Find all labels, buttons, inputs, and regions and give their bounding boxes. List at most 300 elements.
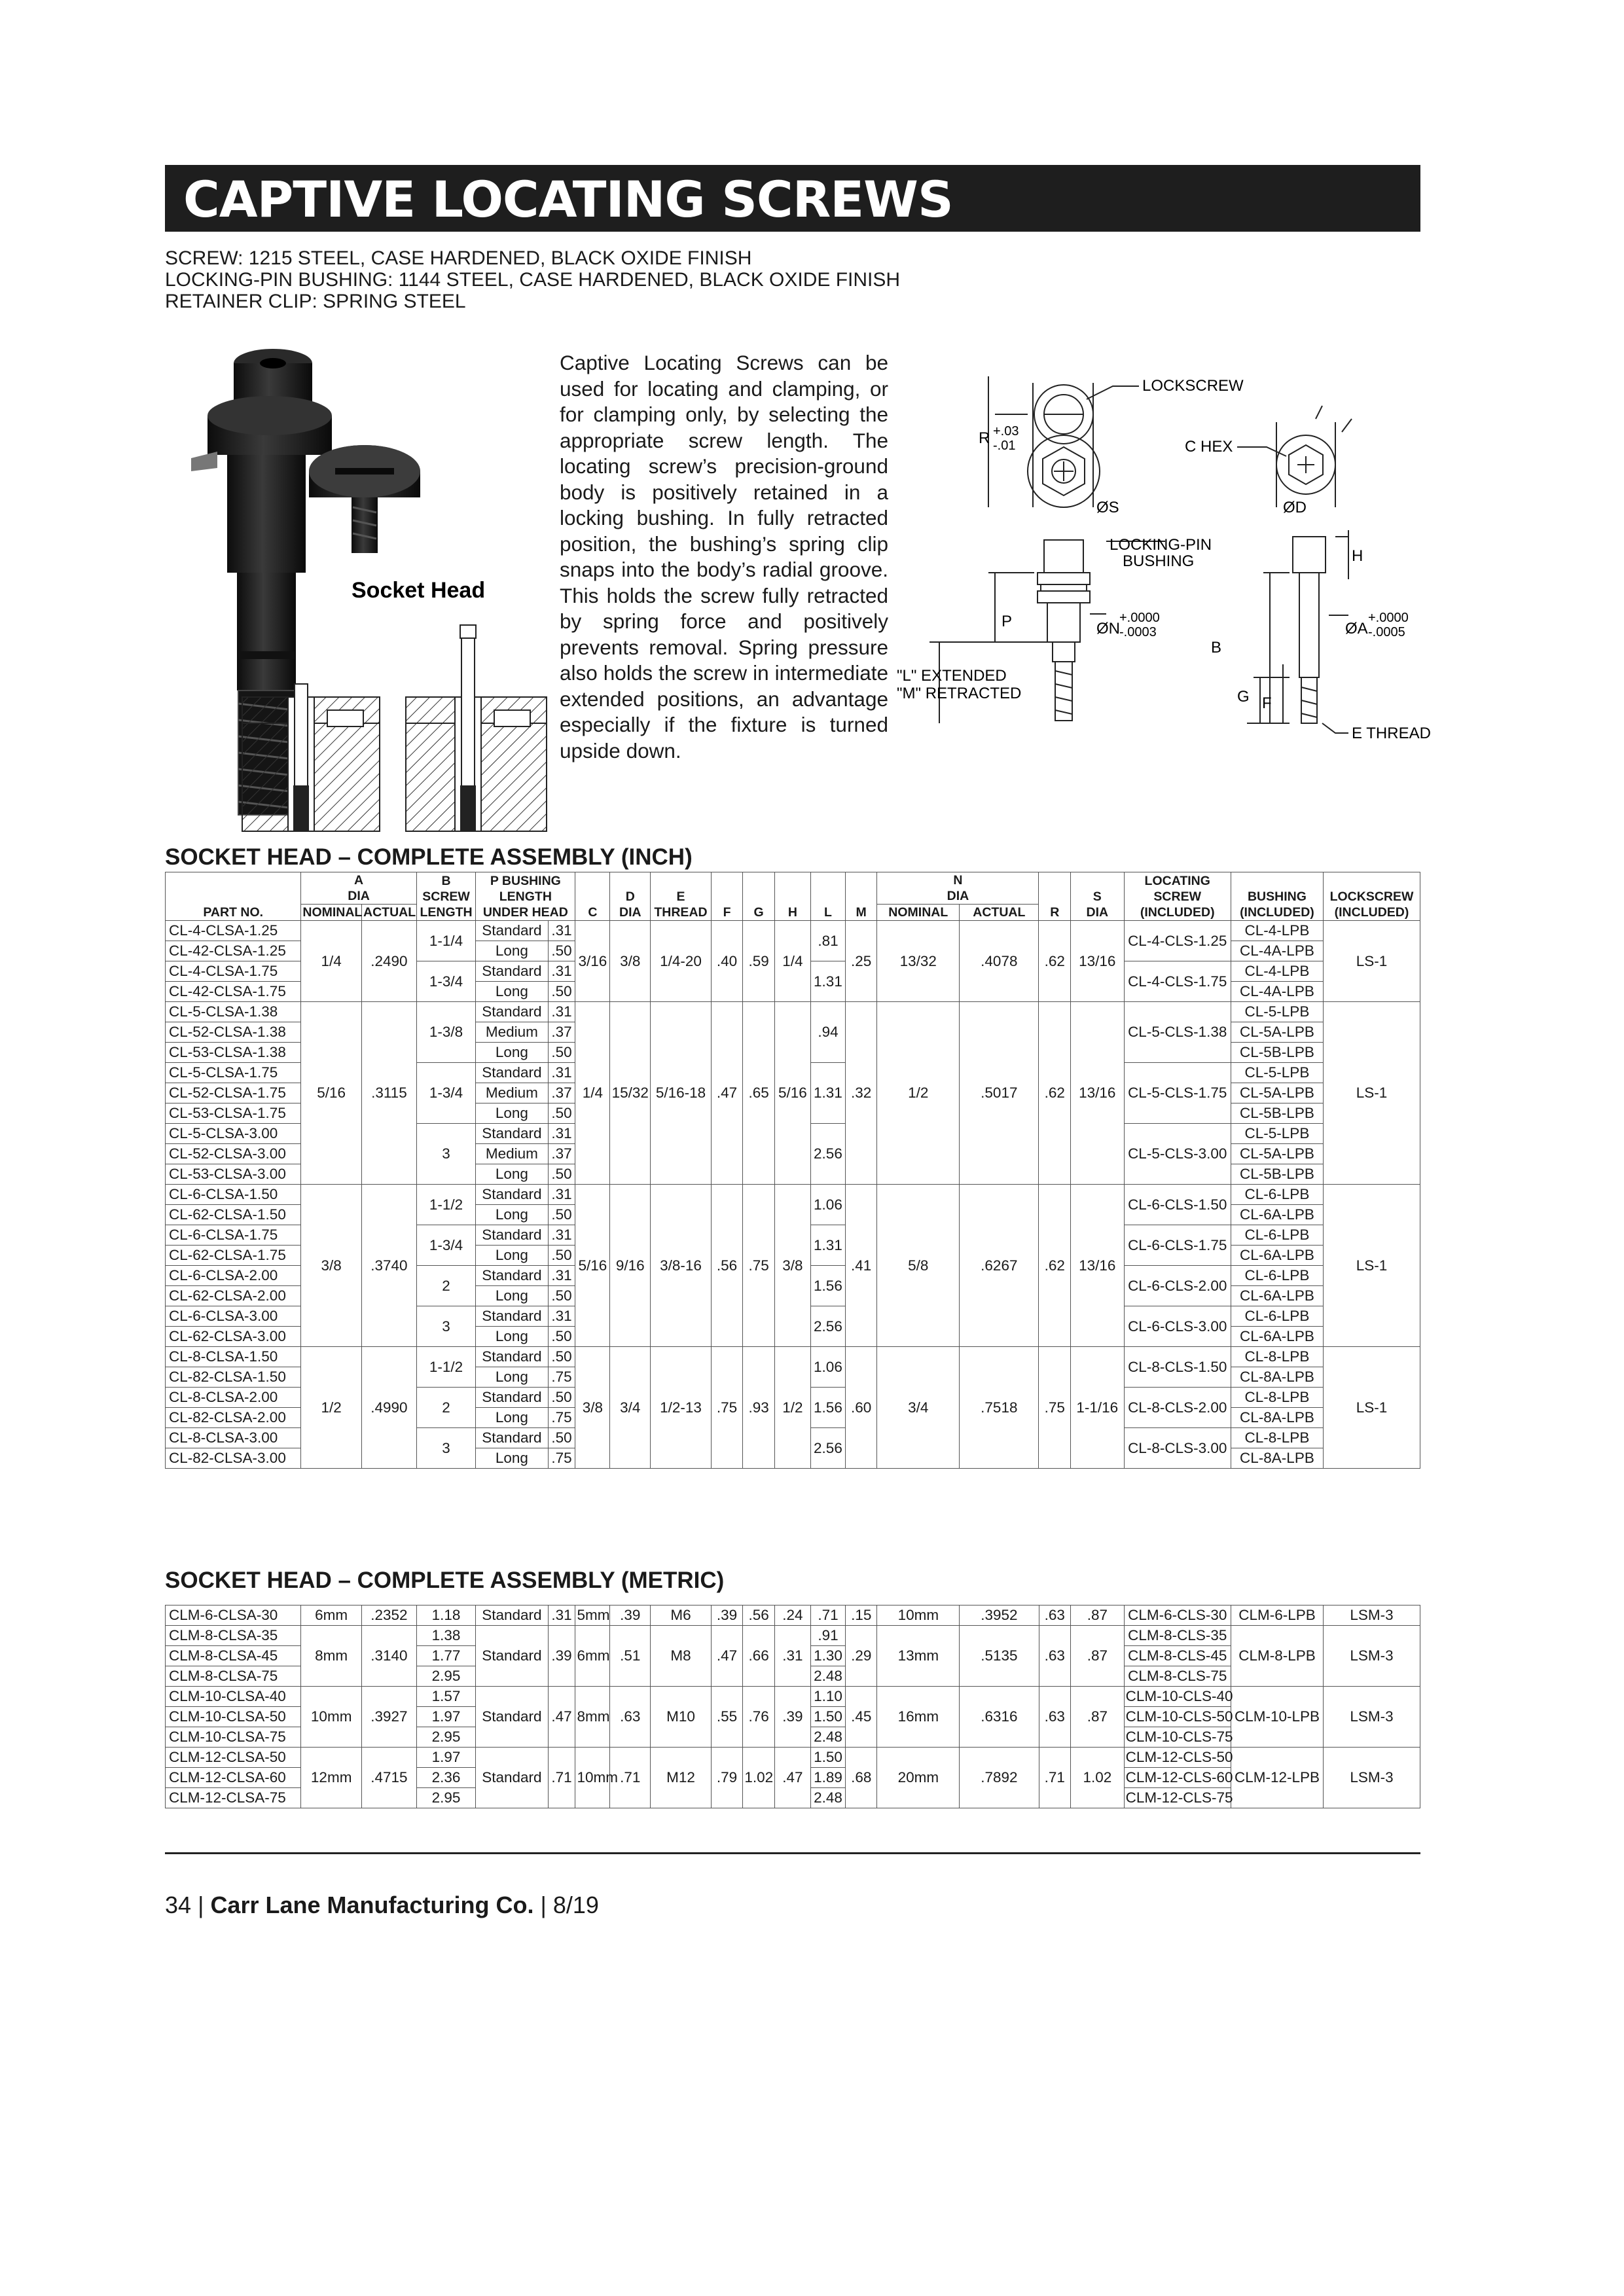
b-length-cell: 3 <box>416 1124 475 1185</box>
diagram-m-retracted: "M" RETRACTED <box>897 685 1022 702</box>
dimension-diagram <box>890 357 1431 749</box>
diagram-s: ØS <box>1096 499 1119 516</box>
b-length-cell: 3 <box>416 1428 475 1469</box>
a-actual-cell: .3927 <box>362 1687 417 1748</box>
lockscrew-cell: LSM-3 <box>1324 1605 1420 1626</box>
e-thread-cell: 1/4-20 <box>651 921 712 1002</box>
l-cell: .71 <box>811 1605 846 1626</box>
p-type-cell: Standard <box>476 961 548 982</box>
g-cell: .66 <box>743 1626 775 1687</box>
p-value-cell: .50 <box>548 982 575 1002</box>
p-value-cell: .50 <box>548 1205 575 1225</box>
l-cell: 1.50 <box>811 1707 846 1727</box>
part-number-cell: CLM-6-CLSA-30 <box>166 1605 301 1626</box>
part-number-cell: CL-53-CLSA-3.00 <box>166 1164 301 1185</box>
part-number-cell: CL-62-CLSA-1.75 <box>166 1246 301 1266</box>
title-bar <box>165 165 1420 232</box>
p-type-cell: Standard <box>476 1225 548 1246</box>
a-actual-cell: .3140 <box>362 1626 417 1687</box>
c-cell: 3/16 <box>575 921 610 1002</box>
h-cell: 5/16 <box>774 1002 810 1185</box>
b-length-cell: 1.97 <box>416 1707 475 1727</box>
c-cell: 8mm <box>575 1687 610 1748</box>
n-actual-cell: .4078 <box>960 921 1039 1002</box>
inch-header-row-1 <box>166 872 1420 905</box>
bushing-cell: CL-6-LPB <box>1231 1225 1323 1246</box>
diagram-n: ØN <box>1096 620 1120 637</box>
p-value-cell: .47 <box>548 1687 575 1748</box>
locating-screw-cell: CLM-12-CLS-75 <box>1124 1788 1231 1808</box>
part-number-cell: CLM-12-CLSA-60 <box>166 1768 301 1788</box>
hdr-c: C <box>575 872 610 921</box>
c-cell: 5mm <box>575 1605 610 1626</box>
p-value-cell: .31 <box>548 1225 575 1246</box>
hdr-b: B SCREW LENGTH <box>416 872 475 921</box>
p-type-cell: Standard <box>476 1306 548 1327</box>
part-number-cell: CL-8-CLSA-3.00 <box>166 1428 301 1448</box>
photo-label: Socket Head <box>352 578 486 603</box>
r-cell: .62 <box>1039 921 1071 1002</box>
p-type-cell: Standard <box>476 1388 548 1408</box>
l-cell: 1.31 <box>810 1225 845 1266</box>
footer-separator-2: | <box>540 1892 547 1918</box>
lockscrew-cell: LSM-3 <box>1324 1626 1420 1687</box>
n-nominal-cell: 13/32 <box>877 921 960 1002</box>
hdr-lockscrew: LOCKSCREW (INCLUDED) <box>1324 872 1420 921</box>
hdr-m: M <box>845 872 877 921</box>
locating-screw-cell: CLM-10-CLS-40 <box>1124 1687 1231 1707</box>
n-actual-cell: .6267 <box>960 1185 1039 1347</box>
b-length-cell: 1.97 <box>416 1748 475 1768</box>
f-cell: .47 <box>711 1002 743 1185</box>
page-title: CAPTIVE LOCATING SCREWS <box>183 170 953 228</box>
a-nominal-cell: 5/16 <box>301 1002 362 1185</box>
d-cell: .51 <box>610 1626 651 1687</box>
part-number-cell: CLM-8-CLSA-75 <box>166 1666 301 1687</box>
b-length-cell: 1-1/2 <box>416 1185 475 1225</box>
d-cell: 15/32 <box>610 1002 651 1185</box>
lockscrew-cell: LS-1 <box>1324 1347 1420 1469</box>
part-number-cell: CL-53-CLSA-1.75 <box>166 1103 301 1124</box>
n-nominal-cell: 13mm <box>877 1626 960 1687</box>
p-value-cell: .50 <box>548 1347 575 1367</box>
h-cell: 1/4 <box>774 921 810 1002</box>
bushing-cell: CL-5-LPB <box>1231 1063 1323 1083</box>
part-number-cell: CL-82-CLSA-3.00 <box>166 1448 301 1469</box>
p-value-cell: .31 <box>548 961 575 982</box>
hdr-a-actual: ACTUAL <box>362 905 417 921</box>
diagram-lockscrew: LOCKSCREW <box>1142 377 1244 395</box>
part-number-cell: CL-6-CLSA-1.50 <box>166 1185 301 1205</box>
material-screw: SCREW: 1215 STEEL, CASE HARDENED, BLACK OXIDE FINISH <box>165 247 752 269</box>
p-value-cell: .50 <box>548 1043 575 1063</box>
part-number-cell: CL-5-CLSA-1.75 <box>166 1063 301 1083</box>
p-type-cell: Standard <box>476 1124 548 1144</box>
p-type-cell: Standard <box>476 1063 548 1083</box>
b-length-cell: 3 <box>416 1306 475 1347</box>
b-length-cell: 1-1/4 <box>416 921 475 961</box>
n-actual-cell: .6316 <box>960 1687 1039 1748</box>
hdr-n: N DIA <box>877 872 1039 905</box>
d-cell: .63 <box>610 1687 651 1748</box>
a-nominal-cell: 12mm <box>301 1748 362 1808</box>
r-cell: .62 <box>1039 1002 1071 1185</box>
l-cell: .94 <box>810 1002 845 1063</box>
diagram-a-tol-minus: -.0005 <box>1368 625 1405 639</box>
p-value-cell: .50 <box>548 1286 575 1306</box>
p-type-cell: Medium <box>476 1083 548 1103</box>
h-cell: .47 <box>774 1748 810 1808</box>
a-nominal-cell: 8mm <box>301 1626 362 1687</box>
locating-screw-cell: CL-8-CLS-2.00 <box>1124 1388 1231 1428</box>
m-cell: .60 <box>845 1347 877 1469</box>
hdr-a: A DIA <box>301 872 416 905</box>
a-nominal-cell: 1/2 <box>301 1347 362 1469</box>
a-nominal-cell: 10mm <box>301 1687 362 1748</box>
part-number-cell: CLM-8-CLSA-45 <box>166 1646 301 1666</box>
bushing-cell: CL-8-LPB <box>1231 1428 1323 1448</box>
bushing-cell: CL-6-LPB <box>1231 1306 1323 1327</box>
bushing-cell: CL-8-LPB <box>1231 1347 1323 1367</box>
part-number-cell: CL-52-CLSA-1.75 <box>166 1083 301 1103</box>
hdr-e: E THREAD <box>651 872 712 921</box>
d-cell: .71 <box>610 1748 651 1808</box>
part-number-cell: CL-4-CLSA-1.25 <box>166 921 301 941</box>
table-row <box>166 1002 1420 1022</box>
s-cell: .87 <box>1071 1687 1125 1748</box>
hdr-part-no: PART NO. <box>166 872 301 921</box>
diagram-n-tol-plus: +.0000 <box>1119 611 1160 625</box>
s-cell: 13/16 <box>1071 1002 1125 1185</box>
part-number-cell: CL-42-CLSA-1.75 <box>166 982 301 1002</box>
locating-screw-cell: CLM-8-CLS-45 <box>1124 1646 1231 1666</box>
l-cell: 1.10 <box>811 1687 846 1707</box>
diagram-b: B <box>1211 639 1222 656</box>
d-cell: 3/8 <box>610 921 651 1002</box>
b-length-cell: 1-1/2 <box>416 1347 475 1388</box>
diagram-a-tol-plus: +.0000 <box>1368 611 1409 625</box>
n-nominal-cell: 5/8 <box>877 1185 960 1347</box>
p-type-cell: Long <box>476 1246 548 1266</box>
locating-screw-cell: CL-6-CLS-2.00 <box>1124 1266 1231 1306</box>
p-type-cell: Long <box>476 1043 548 1063</box>
table-row <box>166 1687 1420 1707</box>
g-cell: .59 <box>743 921 775 1002</box>
bushing-cell: CL-4-LPB <box>1231 921 1323 941</box>
p-type-cell: Long <box>476 1103 548 1124</box>
p-type-cell: Long <box>476 1448 548 1469</box>
n-actual-cell: .3952 <box>960 1605 1039 1626</box>
s-cell: 1-1/16 <box>1071 1347 1125 1469</box>
part-number-cell: CL-52-CLSA-3.00 <box>166 1144 301 1164</box>
e-thread-cell: M6 <box>651 1605 712 1626</box>
locating-screw-cell: CL-6-CLS-3.00 <box>1124 1306 1231 1347</box>
bushing-cell: CL-5A-LPB <box>1231 1022 1323 1043</box>
p-value-cell: .50 <box>548 941 575 961</box>
p-value-cell: .31 <box>548 1266 575 1286</box>
p-value-cell: .50 <box>548 1246 575 1266</box>
p-type-cell: Long <box>476 1367 548 1388</box>
diagram-p: P <box>1001 613 1013 630</box>
locating-screw-cell: CL-4-CLS-1.75 <box>1124 961 1231 1002</box>
part-number-cell: CL-82-CLSA-1.50 <box>166 1367 301 1388</box>
lockscrew-cell: LS-1 <box>1324 921 1420 1002</box>
c-cell: 6mm <box>575 1626 610 1687</box>
p-value-cell: .37 <box>548 1083 575 1103</box>
bushing-cell: CL-5-LPB <box>1231 1124 1323 1144</box>
locating-screw-cell: CL-4-CLS-1.25 <box>1124 921 1231 961</box>
m-cell: .25 <box>845 921 877 1002</box>
part-number-cell: CL-62-CLSA-1.50 <box>166 1205 301 1225</box>
p-type-cell: Standard <box>476 1687 548 1748</box>
l-cell: 1.31 <box>810 1063 845 1124</box>
r-cell: .63 <box>1039 1605 1071 1626</box>
hdr-a-nominal: NOMINAL <box>301 905 362 921</box>
s-cell: 13/16 <box>1071 1185 1125 1347</box>
company-name: Carr Lane Manufacturing Co. <box>210 1892 534 1918</box>
hdr-h: H <box>774 872 810 921</box>
bushing-cell: CL-6A-LPB <box>1231 1246 1323 1266</box>
h-cell: .39 <box>774 1687 810 1748</box>
n-nominal-cell: 3/4 <box>877 1347 960 1469</box>
a-actual-cell: .2352 <box>362 1605 417 1626</box>
part-number-cell: CL-82-CLSA-2.00 <box>166 1408 301 1428</box>
bushing-cell: CL-8A-LPB <box>1231 1448 1323 1469</box>
bushing-cell: CL-5B-LPB <box>1231 1043 1323 1063</box>
l-cell: 1.31 <box>810 961 845 1002</box>
diagram-h: H <box>1352 547 1363 565</box>
part-number-cell: CLM-12-CLSA-50 <box>166 1748 301 1768</box>
part-number-cell: CL-8-CLSA-2.00 <box>166 1388 301 1408</box>
section-view-illustration <box>242 625 550 834</box>
bushing-cell: CL-5-LPB <box>1231 1002 1323 1022</box>
e-thread-cell: M10 <box>651 1687 712 1748</box>
n-nominal-cell: 20mm <box>877 1748 960 1808</box>
l-cell: .81 <box>810 921 845 961</box>
diagram-c-hex: C HEX <box>1185 438 1233 456</box>
p-value-cell: .39 <box>548 1626 575 1687</box>
l-cell: 1.56 <box>810 1388 845 1428</box>
a-nominal-cell: 1/4 <box>301 921 362 1002</box>
footer <box>165 1892 599 1919</box>
materials-list <box>165 247 1081 312</box>
c-cell: 10mm <box>575 1748 610 1808</box>
p-type-cell: Long <box>476 1205 548 1225</box>
p-type-cell: Medium <box>476 1144 548 1164</box>
locating-screw-cell: CLM-10-CLS-50 <box>1124 1707 1231 1727</box>
n-nominal-cell: 10mm <box>877 1605 960 1626</box>
l-cell: 1.50 <box>811 1748 846 1768</box>
part-number-cell: CL-6-CLSA-2.00 <box>166 1266 301 1286</box>
b-length-cell: 1.38 <box>416 1626 475 1646</box>
m-cell: .45 <box>845 1687 877 1748</box>
bushing-cell: CL-8A-LPB <box>1231 1408 1323 1428</box>
e-thread-cell: 5/16-18 <box>651 1002 712 1185</box>
locating-screw-cell: CL-5-CLS-1.75 <box>1124 1063 1231 1124</box>
p-type-cell: Standard <box>476 1185 548 1205</box>
n-actual-cell: .7892 <box>960 1748 1039 1808</box>
g-cell: .93 <box>743 1347 775 1469</box>
p-type-cell: Long <box>476 941 548 961</box>
p-type-cell: Long <box>476 1164 548 1185</box>
l-cell: .91 <box>811 1626 846 1646</box>
p-type-cell: Long <box>476 1408 548 1428</box>
table-row <box>166 1347 1420 1367</box>
n-actual-cell: .5017 <box>960 1002 1039 1185</box>
p-value-cell: .75 <box>548 1367 575 1388</box>
p-type-cell: Standard <box>476 1347 548 1367</box>
bushing-cell: CL-5A-LPB <box>1231 1144 1323 1164</box>
p-type-cell: Long <box>476 1286 548 1306</box>
p-type-cell: Standard <box>476 921 548 941</box>
p-value-cell: .31 <box>548 1124 575 1144</box>
h-cell: 3/8 <box>774 1185 810 1347</box>
locating-screw-cell: CLM-8-CLS-35 <box>1124 1626 1231 1646</box>
r-cell: .71 <box>1039 1748 1071 1808</box>
bushing-cell: CLM-6-LPB <box>1231 1605 1323 1626</box>
table-row <box>166 1185 1420 1205</box>
locating-screw-cell: CL-5-CLS-1.38 <box>1124 1002 1231 1063</box>
g-cell: .65 <box>743 1002 775 1185</box>
f-cell: .79 <box>711 1748 743 1808</box>
hdr-p: P BUSHING LENGTH UNDER HEAD <box>476 872 575 921</box>
table-row <box>166 1605 1420 1626</box>
h-cell: .31 <box>774 1626 810 1687</box>
lockscrew-cell: LS-1 <box>1324 1185 1420 1347</box>
b-length-cell: 1-3/4 <box>416 1225 475 1266</box>
e-thread-cell: M8 <box>651 1626 712 1687</box>
footer-date: 8/19 <box>552 1892 599 1918</box>
m-cell: .15 <box>845 1605 877 1626</box>
p-value-cell: .37 <box>548 1144 575 1164</box>
c-cell: 5/16 <box>575 1185 610 1347</box>
m-cell: .41 <box>845 1185 877 1347</box>
f-cell: .55 <box>711 1687 743 1748</box>
p-type-cell: Standard <box>476 1002 548 1022</box>
diagram-d: ØD <box>1283 499 1307 516</box>
b-length-cell: 1.57 <box>416 1687 475 1707</box>
diagram-f: F <box>1262 694 1272 712</box>
material-bushing: LOCKING-PIN BUSHING: 1144 STEEL, CASE HARDENED, BLACK OXIDE FINISH <box>165 269 901 291</box>
part-number-cell: CL-42-CLSA-1.25 <box>166 941 301 961</box>
bushing-cell: CL-8A-LPB <box>1231 1367 1323 1388</box>
bushing-cell: CL-6-LPB <box>1231 1266 1323 1286</box>
p-value-cell: .75 <box>548 1448 575 1469</box>
inch-section-title: SOCKET HEAD – COMPLETE ASSEMBLY (INCH) <box>165 844 693 870</box>
p-value-cell: .31 <box>548 1185 575 1205</box>
diagram-bushing-1: LOCKING-PIN <box>1110 536 1212 554</box>
r-cell: .63 <box>1039 1626 1071 1687</box>
part-number-cell: CL-4-CLSA-1.75 <box>166 961 301 982</box>
part-number-cell: CL-53-CLSA-1.38 <box>166 1043 301 1063</box>
b-length-cell: 1-3/8 <box>416 1002 475 1063</box>
bushing-cell: CL-6A-LPB <box>1231 1205 1323 1225</box>
m-cell: .68 <box>845 1748 877 1808</box>
metric-section-title: SOCKET HEAD – COMPLETE ASSEMBLY (METRIC) <box>165 1568 725 1593</box>
a-actual-cell: .4715 <box>362 1748 417 1808</box>
b-length-cell: 1.77 <box>416 1646 475 1666</box>
a-nominal-cell: 6mm <box>301 1605 362 1626</box>
part-number-cell: CL-6-CLSA-1.75 <box>166 1225 301 1246</box>
hdr-locating-screw: LOCATING SCREW (INCLUDED) <box>1124 872 1231 921</box>
hdr-bushing: BUSHING (INCLUDED) <box>1231 872 1323 921</box>
lockscrew-cell: LSM-3 <box>1324 1748 1420 1808</box>
c-cell: 1/4 <box>575 1002 610 1185</box>
locating-screw-cell: CLM-10-CLS-75 <box>1124 1727 1231 1748</box>
l-cell: 2.48 <box>811 1788 846 1808</box>
diagram-a: ØA <box>1345 620 1368 637</box>
p-type-cell: Standard <box>476 1428 548 1448</box>
locating-screw-cell: CLM-12-CLS-50 <box>1124 1748 1231 1768</box>
hdr-f: F <box>711 872 743 921</box>
h-cell: 1/2 <box>774 1347 810 1469</box>
part-number-cell: CLM-8-CLSA-35 <box>166 1626 301 1646</box>
diagram-l-extended: "L" EXTENDED <box>897 667 1007 685</box>
p-value-cell: .50 <box>548 1103 575 1124</box>
s-cell: 13/16 <box>1071 921 1125 1002</box>
g-cell: 1.02 <box>743 1748 775 1808</box>
locating-screw-cell: CL-6-CLS-1.50 <box>1124 1185 1231 1225</box>
n-nominal-cell: 16mm <box>877 1687 960 1748</box>
b-length-cell: 1.18 <box>416 1605 475 1626</box>
p-value-cell: .50 <box>548 1388 575 1408</box>
diagram-r-tol-plus: +.03 <box>993 424 1019 439</box>
l-cell: 1.56 <box>810 1266 845 1306</box>
d-cell: 3/4 <box>610 1347 651 1469</box>
bushing-cell: CLM-8-LPB <box>1231 1626 1323 1687</box>
footer-separator: | <box>198 1892 204 1918</box>
bushing-cell: CLM-10-LPB <box>1231 1687 1323 1748</box>
d-cell: 9/16 <box>610 1185 651 1347</box>
bushing-cell: CL-6A-LPB <box>1231 1286 1323 1306</box>
p-value-cell: .50 <box>548 1428 575 1448</box>
l-cell: 2.48 <box>811 1666 846 1687</box>
b-length-cell: 1-3/4 <box>416 1063 475 1124</box>
bushing-cell: CL-5B-LPB <box>1231 1103 1323 1124</box>
r-cell: .75 <box>1039 1347 1071 1469</box>
locating-screw-cell: CL-5-CLS-3.00 <box>1124 1124 1231 1185</box>
lockscrew-cell: LS-1 <box>1324 1002 1420 1185</box>
hdr-n-actual: ACTUAL <box>960 905 1039 921</box>
d-cell: .39 <box>610 1605 651 1626</box>
part-number-cell: CL-62-CLSA-2.00 <box>166 1286 301 1306</box>
g-cell: .75 <box>743 1185 775 1347</box>
p-value-cell: .50 <box>548 1327 575 1347</box>
diagram-r-tol-minus: -.01 <box>993 439 1016 453</box>
part-number-cell: CL-52-CLSA-1.38 <box>166 1022 301 1043</box>
f-cell: .39 <box>711 1605 743 1626</box>
part-number-cell: CLM-10-CLSA-50 <box>166 1707 301 1727</box>
bushing-cell: CL-5B-LPB <box>1231 1164 1323 1185</box>
hdr-d: D DIA <box>610 872 651 921</box>
p-value-cell: .31 <box>548 921 575 941</box>
description: Captive Locating Screws can be used for locating and clamping, or for clamping only, by selecting the appropriate screw length. The locating screw’s precision-ground body is positively retained in a locking bushing. In fully retracted position, the bushing’s spring clip snaps into the body’s radial groove. This holds the screw fully retracted by spring force and positively prevents removal. Spring pressure also holds the screw in intermediate extended positions, an advantage especially if the fixture is turned upside down. <box>560 351 888 762</box>
a-actual-cell: .3740 <box>362 1185 417 1347</box>
page-number: 34 <box>165 1892 192 1918</box>
diagram-r: R <box>979 429 990 447</box>
part-number-cell: CLM-10-CLSA-40 <box>166 1687 301 1707</box>
bushing-cell: CLM-12-LPB <box>1231 1748 1323 1808</box>
p-value-cell: .31 <box>548 1306 575 1327</box>
p-type-cell: Medium <box>476 1022 548 1043</box>
h-cell: .24 <box>774 1605 810 1626</box>
m-cell: .29 <box>845 1626 877 1687</box>
locating-screw-cell: CL-8-CLS-1.50 <box>1124 1347 1231 1388</box>
n-actual-cell: .7518 <box>960 1347 1039 1469</box>
s-cell: .87 <box>1071 1605 1125 1626</box>
n-nominal-cell: 1/2 <box>877 1002 960 1185</box>
l-cell: 2.56 <box>810 1428 845 1469</box>
